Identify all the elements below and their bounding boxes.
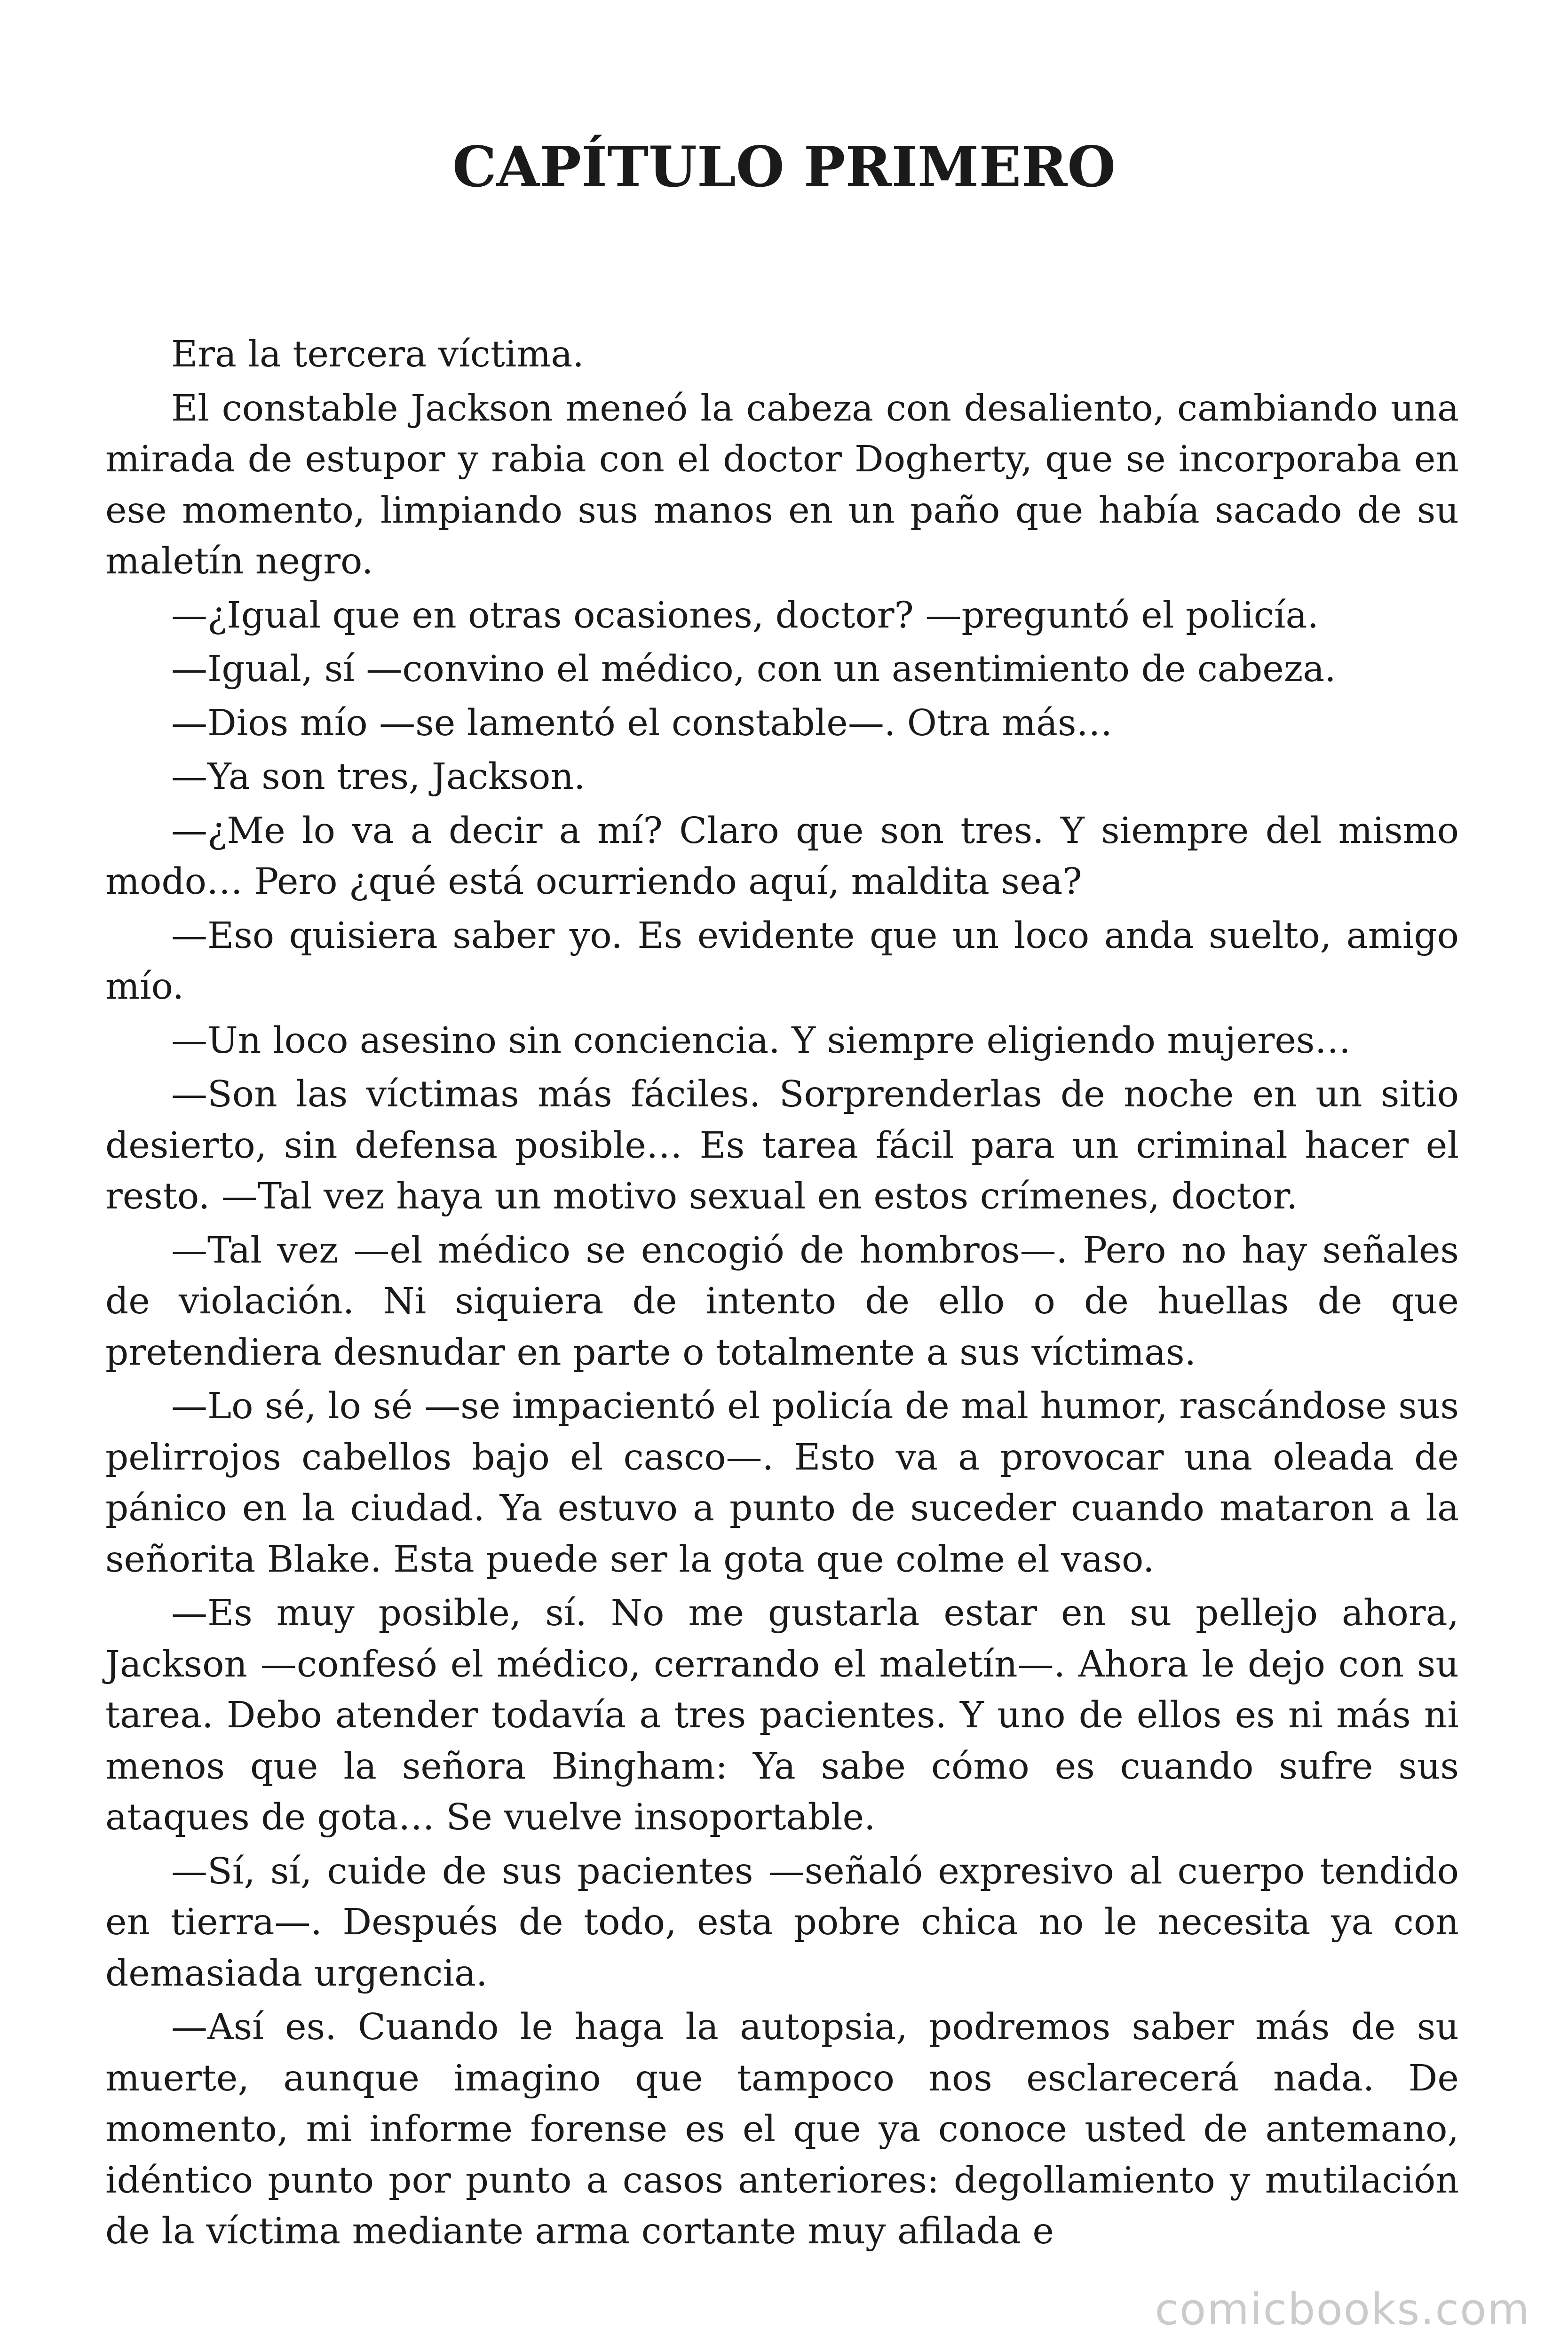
chapter-body — [105, 329, 1459, 2260]
watermark: comicbooks.com — [1155, 2284, 1530, 2335]
paragraph: —Es muy posible, sí. No me gustarla estar en su pellejo ahora, Jackson —confesó el médico, cerrando el maletín—. Ahora le dejo con su tarea. Debo atender todavía a tres pacientes. Y uno de ellos es ni más ni menos que la señora Bingham: Ya sabe cómo es cuando sufre sus ataques de gota… Se vuelve insoportable. — [105, 1592, 1459, 1838]
paragraph: El constable Jackson meneó la cabeza con desaliento, cambiando una mirada de estupor y rabia con el doctor Dogherty, que se incorporaba en ese momento, limpiando sus manos en un paño que había sacado de su maletín negro. — [105, 387, 1459, 582]
paragraph: —Ya son tres, Jackson. — [171, 756, 586, 798]
paragraph: —Igual, sí —convino el médico, con un asentimiento de cabeza. — [171, 648, 1336, 690]
paragraph: —Dios mío —se lamentó el constable—. Otra más… — [171, 702, 1113, 744]
paragraph: —Son las víctimas más fáciles. Sorprenderlas de noche en un sitio desierto, sin defensa posible… Es tarea fácil para un criminal hacer el resto. —Tal vez haya un motivo sexual en estos crímenes, doctor. — [105, 1073, 1459, 1217]
paragraph: Era la tercera víctima. — [171, 334, 584, 375]
paragraph: —Eso quisiera saber yo. Es evidente que un loco anda suelto, amigo mío. — [105, 914, 1459, 1008]
paragraph: —Así es. Cuando le haga la autopsia, podremos saber más de su muerte, aunque imagino que tampoco nos esclarecerá nada. De momento, mi informe forense es el que ya conoce usted de antemano, idéntico punto por punto a casos anteriores: degollamiento y mutilación de la víctima mediante arma cortante muy afilada e — [105, 2006, 1459, 2252]
paragraph: —¿Me lo va a decir a mí? Claro que son tres. Y siempre del mismo modo… Pero ¿qué está ocurriendo aquí, maldita sea? — [105, 810, 1459, 903]
paragraph: —Lo sé, lo sé —se impacientó el policía de mal humor, rascándose sus pelirrojos cabellos bajo el casco—. Esto va a provocar una oleada de pánico en la ciudad. Ya estuvo a punto de suceder cuando mataron a la señorita Blake. Esta puede ser la gota que colme el vaso. — [105, 1385, 1459, 1581]
paragraph: —Sí, sí, cuide de sus pacientes —señaló expresivo al cuerpo tendido en tierra—. Después de todo, esta pobre chica no le necesita ya con demasiada urgencia. — [105, 1850, 1459, 1994]
paragraph: —Tal vez —el médico se encogió de hombros—. Pero no hay señales de violación. Ni siquiera de intento de ello o de huellas de que pretendiera desnudar en parte o totalmente a sus víctimas. — [105, 1229, 1459, 1374]
paragraph: —Un loco asesino sin conciencia. Y siempre eligiendo mujeres… — [171, 1019, 1351, 1062]
paragraph: —¿Igual que en otras ocasiones, doctor? —preguntó el policía. — [171, 594, 1319, 636]
chapter-title: CAPÍTULO PRIMERO — [452, 134, 1116, 199]
